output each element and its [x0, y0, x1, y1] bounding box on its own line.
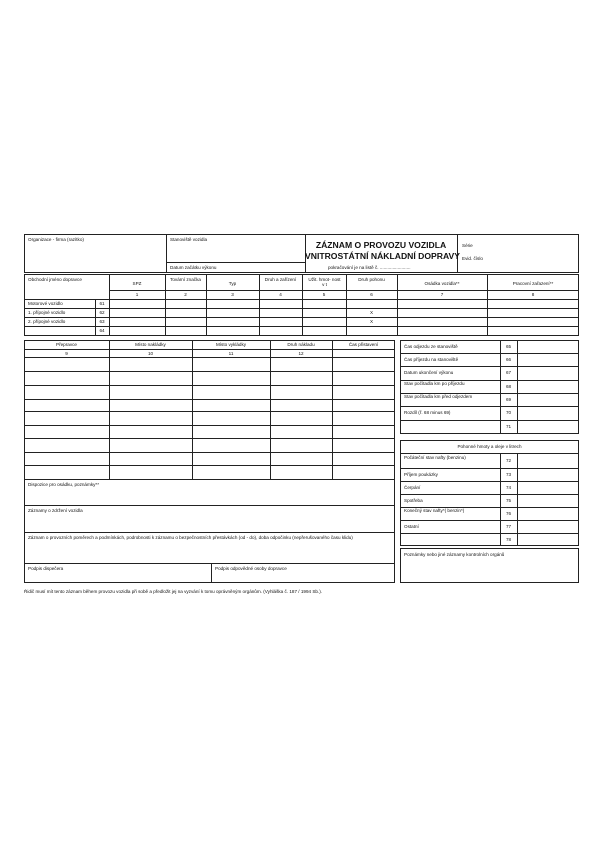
col-druh-pohonu-header: Druh pohonu [358, 277, 385, 282]
fuel-title: Pohonné hmoty a oleje v litrech [457, 444, 522, 449]
zaznamy-zdrzeni-label: Záznamy o zdržení vozidla [28, 508, 83, 513]
col-prepravce-header: Přepravce [56, 342, 77, 347]
col-tovarni-znacka-header: Tovární značka [170, 277, 201, 282]
cas-odjezdu-label: Čas odjezdu ze stanoviště [404, 344, 458, 349]
row-num: 66 [505, 357, 512, 362]
row-num: 69 [505, 397, 512, 402]
prijem-poukazky-label: Příjem poukázky [404, 472, 438, 477]
row-mark-x: X [369, 319, 374, 324]
col-druh-nakladu-header: Druh nákladu [287, 342, 315, 347]
poznamky-label: Poznámky nebo jiné záznamy kontrolních orgánů [404, 552, 505, 557]
stav-pred-odjezdem-label: Stav počítadla km před odjezdem [404, 394, 473, 399]
col-num: 5 [322, 292, 326, 297]
row-num: 61 [99, 301, 105, 306]
form-title-line2: VNITROSTÁTNÍ NÁKLADNÍ DOPRAVY [305, 251, 461, 261]
row-mark-x: X [369, 310, 374, 315]
col-pracovni-zarazeni-header: Pracovní zařazení** [512, 281, 554, 286]
podpis-odpovedne-osoby-label: Podpis odpovědné osoby dopravce [215, 566, 287, 571]
row-pripojne-vozidlo-2: 2. přípojné vozidlo [28, 319, 66, 324]
row-num: 72 [505, 458, 512, 463]
row-num: 75 [505, 498, 512, 503]
col-osadka-header: Osádka vozidla** [424, 281, 460, 286]
col-misto-vykladky-header: Místo vykládky [215, 342, 247, 347]
serie-label: Série [462, 243, 473, 248]
organizace-label: Organizace - firma (razítko) [28, 237, 84, 242]
row-num: 64 [99, 328, 105, 333]
col-num: 9 [65, 351, 68, 356]
col-typ-header: Typ [228, 281, 237, 286]
col-uzit-hmotnost-header: Užit. hmot- nost v t [308, 277, 341, 288]
zaznam-provoz-label: Záznam o provozních poměrech a podmínkách, podrobnosti k záznamu o bezpečnostních přestávkách (od - do), doba odpočinku (nepřerušovaného času klidu) [28, 535, 353, 540]
konecny-stav-label: Konečný stav nafty*( benzin*) [404, 508, 465, 513]
col-num: 4 [279, 292, 282, 297]
row-num: 73 [505, 472, 512, 477]
col-num: 2 [184, 292, 187, 297]
col-misto-nakladky-header: Místo nakládky [135, 342, 166, 347]
dispozice-label: Dispozice pro osádku, poznámky** [28, 482, 99, 487]
cerpani-label: Čerpání [404, 485, 421, 490]
obchodni-jmeno-label: Obchodní jméno dopravce [28, 277, 82, 282]
stanoviste-label: Stanoviště vozidla [170, 237, 208, 242]
cas-prijezdu-label: Čas příjezdu na stanoviště [404, 357, 459, 362]
col-num: 12 [298, 351, 304, 356]
row-num: 68 [505, 384, 512, 389]
col-num: 1 [135, 292, 139, 297]
row-num: 67 [505, 370, 512, 375]
pocatecni-stav-label: Počáteční stav nafty (benzinu) [404, 455, 466, 460]
row-num: 71 [505, 424, 512, 429]
form-title-line1: ZÁZNAM O PROVOZU VOZIDLA [315, 240, 447, 250]
row-num: 78 [505, 537, 512, 542]
row-motorove-vozidlo: Motorové vozidlo [28, 301, 63, 306]
row-num: 63 [99, 319, 105, 324]
col-num: 10 [147, 351, 154, 356]
row-num: 70 [505, 410, 512, 415]
col-cas-pristaveni-header: Čas přistavení [348, 342, 379, 347]
col-num: 6 [370, 292, 373, 297]
transport-table [24, 340, 395, 583]
col-num: 8 [531, 292, 535, 297]
stav-po-prijezdu-label: Stav počítadla km po příjezdu [404, 381, 465, 386]
col-num: 7 [440, 292, 444, 297]
row-num: 74 [505, 485, 512, 490]
row-num: 65 [505, 344, 512, 349]
rozdil-label: Rozdíl (ř. 68 minus 69) [404, 410, 451, 415]
datum-zacatku-label: Datum začátku výkonu [170, 265, 217, 270]
evid-cislo-label: Evid. číslo [462, 256, 483, 261]
row-num: 62 [99, 310, 105, 315]
row-num: 76 [505, 511, 512, 516]
footer-note: Řidič musí mít tento záznam během provozu vozidla při sobě a předložit jej na vyzvání k tomu oprávněným orgánům. (Vyhláška č. 187 / 1994 Sb.). [24, 589, 323, 594]
podpis-dispecera-label: Podpis dispečera [28, 566, 64, 571]
col-spz-header: SPZ [132, 281, 142, 286]
col-num: 3 [231, 292, 234, 297]
pokracovani-label: pokračování je na listě č. ........................ [328, 265, 411, 270]
col-druh-zarizeni-header: Druh a zařízení [264, 277, 297, 282]
datum-ukonceni-label: Datum ukončení výkonu [404, 370, 454, 375]
row-num: 77 [505, 524, 512, 529]
header-box [24, 234, 579, 273]
spotreba-label: Spotřeba [404, 498, 423, 503]
col-num: 11 [228, 351, 234, 356]
ostatni-label: Ostatní [404, 524, 419, 529]
row-pripojne-vozidlo-1: 1. přípojné vozidlo [28, 310, 66, 315]
